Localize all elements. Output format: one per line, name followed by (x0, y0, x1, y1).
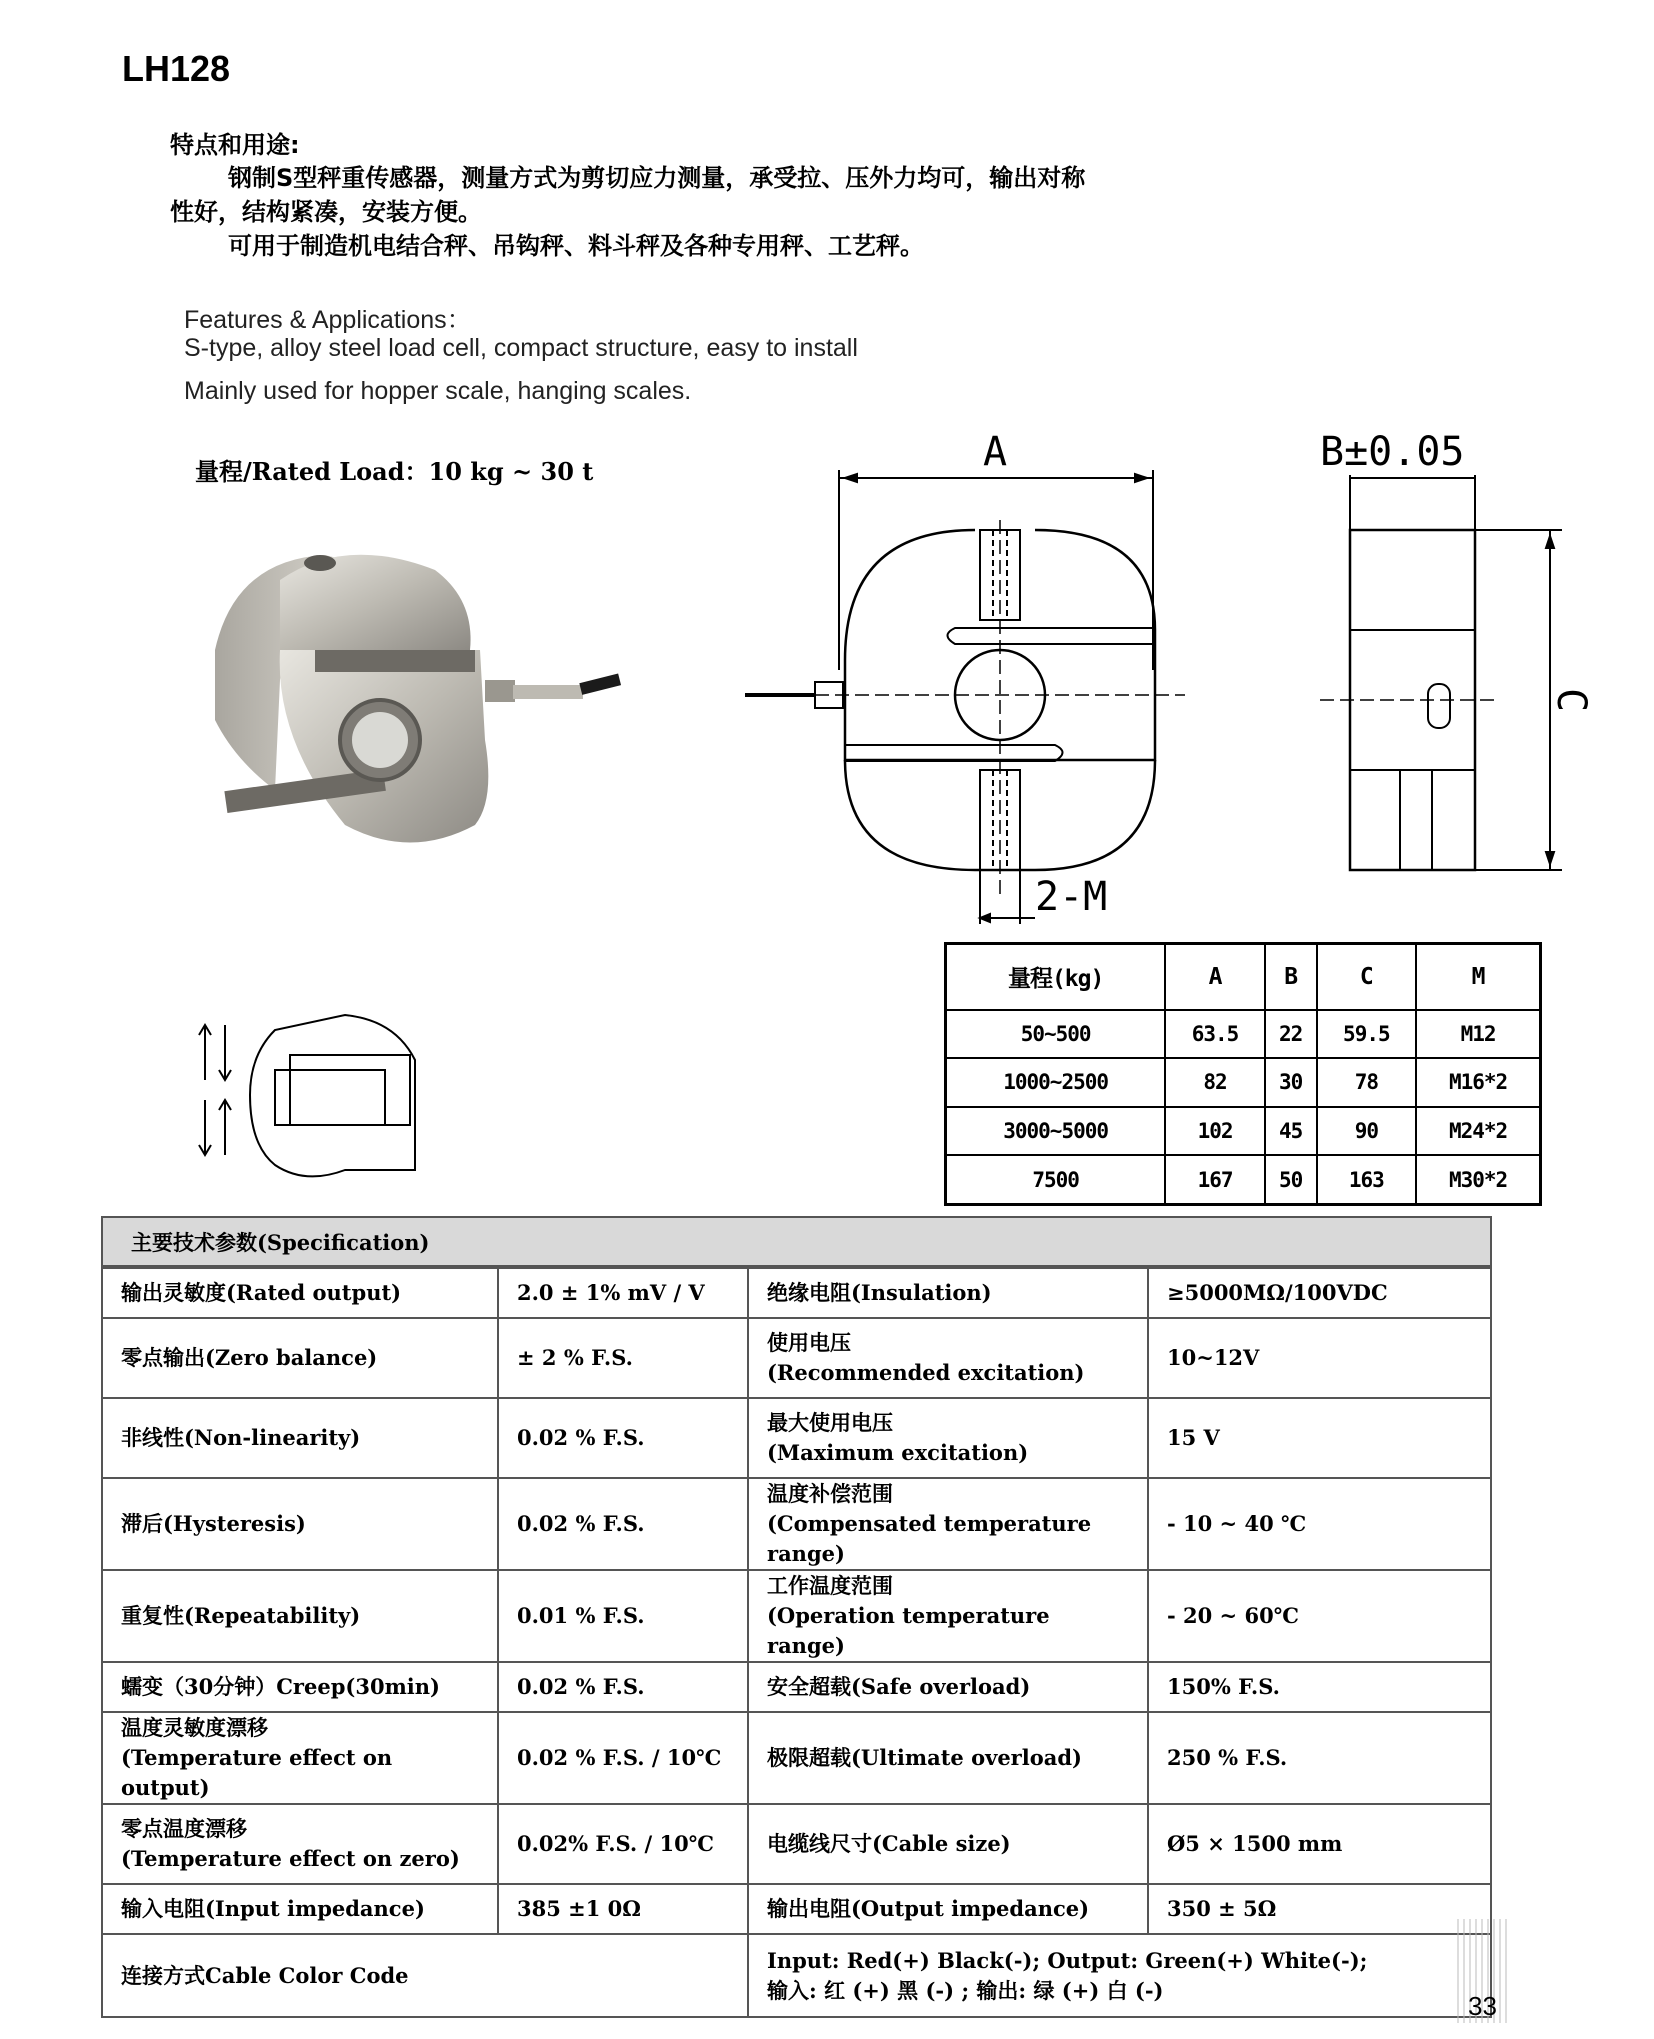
spec-cell-line: 温度补偿范围 (767, 1481, 893, 1506)
features-en-line1: S-type, alloy steel load cell, compact structure, easy to install (184, 334, 858, 362)
spec-row (103, 1662, 1490, 1712)
spec-cell (1148, 1398, 1490, 1478)
spec-cell-line: 零点输出(Zero balance) (121, 1345, 378, 1370)
spec-cell (1148, 1662, 1490, 1712)
spec-cell (498, 1398, 748, 1478)
spec-cell-line: 绝缘电阻(Insulation) (767, 1280, 992, 1305)
cable-color-cn: 输入: 红 (+) 黑 (-) ; 输出: 绿 (+) 白 (-) (767, 1977, 1164, 2003)
spec-cell-line: 输出灵敏度(Rated output) (121, 1280, 402, 1305)
table-cell: 7500 (946, 1155, 1166, 1204)
spec-cell-line: 电缆线尺寸(Cable size) (767, 1831, 1011, 1856)
force-direction-diagram (195, 1000, 435, 1180)
table-cell: 167 (1165, 1155, 1265, 1204)
dim-header-range: 量程(kg) (946, 944, 1166, 1010)
spec-row (103, 1398, 1490, 1478)
spec-cell-line: 滞后(Hysteresis) (121, 1511, 306, 1536)
spec-cell-line: ± 2 % F.S. (517, 1345, 633, 1370)
table-row (946, 1107, 1541, 1155)
spec-cell-line: 150% F.S. (1167, 1674, 1280, 1699)
spec-cell-line: - 10 ~ 40 ℃ (1167, 1511, 1307, 1536)
table-cell: M16*2 (1416, 1058, 1540, 1106)
spec-cell (498, 1570, 748, 1662)
spec-cell (1148, 1804, 1490, 1884)
spec-cell-line: 温度灵敏度漂移 (121, 1715, 268, 1740)
features-cn-heading: 特点和用途: (170, 131, 300, 159)
spec-cell-line: 2.0 ± 1% mV / V (517, 1280, 705, 1305)
spec-row (103, 1478, 1490, 1570)
spec-cell (748, 1712, 1148, 1804)
cable-color-en: Input: Red(+) Black(-); Output: Green(+) White(-); (767, 1947, 1368, 1973)
dim-header-a: A (1165, 944, 1265, 1010)
table-cell: 30 (1265, 1058, 1317, 1106)
spec-cell-line: (Operation temperature range) (767, 1603, 1050, 1658)
dim-label-a: A (982, 429, 1008, 475)
spec-cell (103, 1712, 498, 1804)
spec-cell (498, 1884, 748, 1934)
spec-cell (1148, 1884, 1490, 1934)
spec-cell-line: (Temperature effect on zero) (121, 1846, 460, 1871)
spec-cell (498, 1318, 748, 1398)
table-cell: 22 (1265, 1010, 1317, 1058)
spec-cell (498, 1712, 748, 1804)
spec-cell-line: 零点温度漂移 (121, 1816, 247, 1841)
spec-cell-line: 最大使用电压 (767, 1410, 893, 1435)
table-cell: 50 (1265, 1155, 1317, 1204)
spec-row (103, 1884, 1490, 1934)
spec-cell-line: 蠕变（30分钟）Creep(30min) (121, 1674, 440, 1699)
spec-cell (748, 1570, 1148, 1662)
spec-cell (748, 1804, 1148, 1884)
spec-row (103, 1570, 1490, 1662)
spec-cell-line: (Recommended excitation) (767, 1360, 1085, 1385)
table-cell: 45 (1265, 1107, 1317, 1155)
spec-cell (748, 1884, 1148, 1934)
spec-cell (1148, 1268, 1490, 1318)
dim-header-m: M (1416, 944, 1540, 1010)
cable-color-title: 连接方式Cable Color Code (103, 1934, 748, 2016)
table-cell: 50~500 (946, 1010, 1166, 1058)
dim-header-b: B (1265, 944, 1317, 1010)
table-cell: 63.5 (1165, 1010, 1265, 1058)
page-number (1448, 1915, 1518, 2025)
table-cell: M12 (1416, 1010, 1540, 1058)
spec-cell-line: 安全超载(Safe overload) (767, 1674, 1031, 1699)
table-cell: 3000~5000 (946, 1107, 1166, 1155)
cable-color-values (748, 1934, 1490, 2016)
spec-row (103, 1804, 1490, 1884)
front-view-drawing (735, 430, 1215, 950)
spec-cell-line: 使用电压 (767, 1330, 851, 1355)
spec-cell (498, 1804, 748, 1884)
table-row (946, 1058, 1541, 1106)
cable-color-row (103, 1934, 1490, 2016)
specification-table (101, 1216, 1492, 2018)
spec-cell-line: 0.02% F.S. / 10℃ (517, 1831, 714, 1856)
table-cell: M30*2 (1416, 1155, 1540, 1204)
spec-cell (498, 1268, 748, 1318)
dim-label-b: B±0.05 (1320, 429, 1465, 475)
spec-heading: 主要技术参数(Specification) (103, 1218, 1490, 1267)
table-cell: 163 (1317, 1155, 1417, 1204)
spec-cell-line: 0.02 % F.S. (517, 1511, 645, 1536)
spec-cell-line: (Temperature effect on output) (121, 1745, 393, 1800)
spec-cell-line: 0.02 % F.S. / 10℃ (517, 1745, 722, 1770)
table-row (946, 1155, 1541, 1204)
spec-cell (1148, 1318, 1490, 1398)
spec-row (103, 1712, 1490, 1804)
spec-cell (103, 1662, 498, 1712)
spec-cell (103, 1268, 498, 1318)
spec-row (103, 1318, 1490, 1398)
spec-cell-line: 15 V (1167, 1425, 1220, 1450)
spec-cell (103, 1884, 498, 1934)
table-cell: 78 (1317, 1058, 1417, 1106)
spec-cell-line: 0.02 % F.S. (517, 1674, 645, 1699)
features-en-heading: Features & Applications： (184, 306, 472, 334)
spec-cell (748, 1318, 1148, 1398)
table-cell: 90 (1317, 1107, 1417, 1155)
dim-label-c: C (1548, 687, 1594, 713)
dim-label-m: 2-M (1035, 874, 1108, 920)
spec-cell-line: 250 % F.S. (1167, 1745, 1288, 1770)
spec-cell-line: 极限超载(Ultimate overload) (767, 1745, 1082, 1770)
spec-cell-line: 工作温度范围 (767, 1573, 893, 1598)
spec-cell-line: ≥5000MΩ/100VDC (1167, 1280, 1388, 1305)
spec-cell (748, 1662, 1148, 1712)
spec-cell (748, 1478, 1148, 1570)
features-cn-line3: 可用于制造机电结合秤、吊钩秤、料斗秤及各种专用秤、工艺秤。 (228, 232, 924, 260)
spec-cell-line: 非线性(Non-linearity) (121, 1425, 361, 1450)
spec-cell (103, 1570, 498, 1662)
spec-row (103, 1268, 1490, 1318)
features-cn-line1: 钢制S型秤重传感器，测量方式为剪切应力测量，承受拉、压外力均可，输出对称 (228, 164, 1086, 192)
spec-cell-line: (Compensated temperature range) (767, 1511, 1092, 1566)
page-number-text: 33 (1468, 1991, 1497, 2021)
table-cell: 82 (1165, 1058, 1265, 1106)
spec-cell-line: 10~12V (1167, 1345, 1260, 1370)
spec-cell (103, 1478, 498, 1570)
spec-cell-line: 0.01 % F.S. (517, 1603, 645, 1628)
spec-cell-line: (Maximum excitation) (767, 1440, 1029, 1465)
dimension-header-row (946, 944, 1541, 1010)
spec-cell (103, 1398, 498, 1478)
features-cn-line2: 性好，结构紧凑，安装方便。 (170, 198, 482, 226)
spec-cell-line: Ø5 × 1500 mm (1167, 1831, 1343, 1856)
rated-load: 量程/Rated Load：10 kg ~ 30 t (195, 457, 594, 486)
spec-cell-line: - 20 ~ 60℃ (1167, 1603, 1299, 1628)
spec-cell (748, 1268, 1148, 1318)
spec-cell-line: 0.02 % F.S. (517, 1425, 645, 1450)
dimension-table (944, 942, 1542, 1206)
spec-cell (1148, 1570, 1490, 1662)
product-title: LH128 (122, 48, 231, 89)
spec-cell-line: 输入电阻(Input impedance) (121, 1896, 425, 1921)
side-view-drawing (1300, 429, 1594, 890)
spec-cell (103, 1318, 498, 1398)
spec-cell (498, 1662, 748, 1712)
table-cell: M24*2 (1416, 1107, 1540, 1155)
spec-cell-line: 输出电阻(Output impedance) (767, 1896, 1090, 1921)
table-cell: 102 (1165, 1107, 1265, 1155)
spec-cell-line: 385 ±1 0Ω (517, 1896, 641, 1921)
spec-cell (748, 1398, 1148, 1478)
table-cell: 59.5 (1317, 1010, 1417, 1058)
table-row (946, 1010, 1541, 1058)
spec-cell-line: 重复性(Repeatability) (121, 1603, 361, 1628)
spec-cell (498, 1478, 748, 1570)
load-cell-photo (195, 540, 635, 870)
features-en-line2: Mainly used for hopper scale, hanging scales. (184, 377, 692, 405)
spec-cell (103, 1804, 498, 1884)
table-cell: 1000~2500 (946, 1058, 1166, 1106)
spec-cell (1148, 1478, 1490, 1570)
spec-cell (1148, 1712, 1490, 1804)
dim-header-c: C (1317, 944, 1417, 1010)
spec-cell-line: 350 ± 5Ω (1167, 1896, 1277, 1921)
